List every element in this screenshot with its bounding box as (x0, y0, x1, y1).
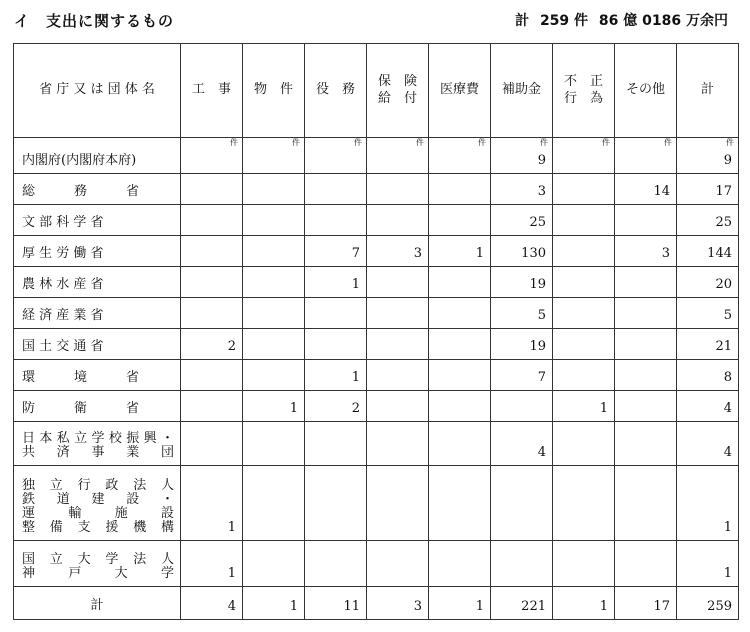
count-cell-sonota (615, 360, 677, 391)
count-cell-fusei (553, 466, 615, 541)
col-header-koji (181, 44, 243, 138)
count-cell-ekimu (305, 422, 367, 466)
unit-mark: 件 (230, 138, 238, 147)
col-header-line: 工 事 (191, 82, 231, 98)
count-value: 7 (537, 370, 546, 385)
count-cell-bukken (243, 541, 305, 587)
total-cell-ekimu: 11 (305, 587, 367, 620)
col-header-line: 役 務 (315, 82, 355, 98)
count-cell-ekimu (305, 236, 367, 267)
table-row (14, 329, 739, 360)
count-cell-hojo (491, 236, 553, 267)
count-cell-fusei (553, 267, 615, 298)
unit-mark: 件 (540, 138, 548, 147)
count-value: 1 (723, 566, 732, 581)
count-value: 1 (723, 520, 732, 535)
count-cell-ekimu (305, 360, 367, 391)
count-value: 19 (529, 277, 546, 292)
count-cell-hojo (491, 466, 553, 541)
agency-name-line: 国 土 交 通 省 (22, 339, 104, 354)
count-value: 25 (715, 215, 732, 230)
agency-name (14, 174, 181, 205)
summary-label: 計 (515, 13, 530, 29)
col-header-hojo (491, 44, 553, 138)
count-cell-hojo (491, 329, 553, 360)
total-label: 計 (14, 587, 181, 620)
count-cell-iryo (429, 422, 491, 466)
count-cell-hojo (491, 174, 553, 205)
summary-count: 259 件 (539, 13, 589, 29)
count-cell-iryo (429, 174, 491, 205)
count-value: 9 (723, 153, 732, 168)
count-cell-kei (677, 360, 739, 391)
total-cell-hoken: 3 (367, 587, 429, 620)
total-cell-hojo: 221 (491, 587, 553, 620)
count-cell-fusei (553, 236, 615, 267)
count-value: 1 (227, 566, 236, 581)
count-value: 25 (529, 215, 546, 230)
count-value: 3 (661, 246, 670, 261)
agency-name-line: 共 済 事 業 団 (22, 445, 174, 460)
count-cell-fusei (553, 391, 615, 422)
count-cell-koji (181, 174, 243, 205)
count-cell-kei (677, 267, 739, 298)
count-cell-hojo (491, 391, 553, 422)
agency-name (14, 236, 181, 267)
count-cell-bukken (243, 329, 305, 360)
count-cell-bukken (243, 391, 305, 422)
total-cell-fusei: 1 (553, 587, 615, 620)
col-header-ekimu (305, 44, 367, 138)
count-cell-bukken (243, 360, 305, 391)
count-cell-bukken (243, 205, 305, 236)
count-cell-ekimu (305, 329, 367, 360)
count-value: 2 (227, 339, 236, 354)
count-cell-hojo (491, 267, 553, 298)
count-cell-hojo (491, 298, 553, 329)
agency-name-line: 農 林 水 産 省 (22, 277, 104, 292)
count-cell-hoken (367, 391, 429, 422)
count-value: 1 (227, 520, 236, 535)
unit-mark: 件 (726, 138, 734, 147)
agency-name-line: 厚 生 労 働 省 (22, 246, 104, 261)
table-row (14, 267, 739, 298)
count-cell-koji (181, 138, 243, 174)
count-cell-sonota (615, 329, 677, 360)
count-cell-hojo (491, 205, 553, 236)
col-header-fusei (553, 44, 615, 138)
count-cell-hoken (367, 267, 429, 298)
count-value: 4 (723, 401, 732, 416)
col-header-line: 補助金 (501, 82, 541, 98)
count-cell-ekimu (305, 541, 367, 587)
agency-name-line: 神 戸 大 学 (22, 566, 174, 581)
unit-mark: 件 (416, 138, 424, 147)
agency-name-line: 日本私立学校振興・ (22, 431, 174, 446)
col-header-line: 計 (700, 82, 714, 98)
count-value: 7 (351, 246, 360, 261)
count-cell-hoken (367, 466, 429, 541)
col-header-iryo (429, 44, 491, 138)
agency-name (14, 298, 181, 329)
count-cell-bukken (243, 174, 305, 205)
count-cell-iryo (429, 541, 491, 587)
col-header-sonota (615, 44, 677, 138)
count-cell-hoken (367, 298, 429, 329)
table-row (14, 466, 739, 541)
count-cell-hojo (491, 422, 553, 466)
summary-amount: 86 億 0186 万余円 (598, 13, 728, 29)
count-cell-koji (181, 422, 243, 466)
count-value: 20 (715, 277, 732, 292)
count-cell-iryo (429, 391, 491, 422)
agency-name-line: 経 済 産 業 省 (22, 308, 104, 323)
count-cell-sonota (615, 138, 677, 174)
count-value: 2 (351, 401, 360, 416)
count-cell-fusei (553, 360, 615, 391)
count-cell-hoken (367, 205, 429, 236)
section-heading: イ 支出に関するもの (14, 12, 175, 30)
count-cell-hoken (367, 174, 429, 205)
count-cell-hoken (367, 138, 429, 174)
count-cell-ekimu (305, 138, 367, 174)
table-row (14, 391, 739, 422)
total-cell-sonota: 17 (615, 587, 677, 620)
col-header-line: 医療費 (439, 82, 479, 98)
count-cell-sonota (615, 205, 677, 236)
count-value: 3 (413, 246, 422, 261)
count-cell-kei (677, 422, 739, 466)
table-row (14, 541, 739, 587)
unit-mark: 件 (292, 138, 300, 147)
count-value: 19 (529, 339, 546, 354)
count-cell-iryo (429, 466, 491, 541)
count-cell-hojo (491, 138, 553, 174)
count-value: 1 (475, 246, 484, 261)
count-cell-hojo (491, 360, 553, 391)
count-cell-fusei (553, 298, 615, 329)
col-header-line: 省 庁 又 は 団 体 名 (39, 82, 155, 98)
count-cell-hoken (367, 329, 429, 360)
header-row (14, 44, 739, 138)
count-cell-iryo (429, 138, 491, 174)
agency-name (14, 541, 181, 587)
count-cell-kei (677, 298, 739, 329)
count-value: 21 (715, 339, 732, 354)
count-cell-bukken (243, 298, 305, 329)
count-cell-bukken (243, 267, 305, 298)
count-cell-iryo (429, 298, 491, 329)
count-cell-hojo (491, 541, 553, 587)
agency-name (14, 466, 181, 541)
count-value: 1 (351, 370, 360, 385)
agency-name-line: 内閣府(内閣府本府) (22, 153, 137, 168)
count-cell-iryo (429, 360, 491, 391)
count-value: 3 (537, 184, 546, 199)
count-cell-sonota (615, 267, 677, 298)
count-cell-kei (677, 205, 739, 236)
table-body (14, 138, 739, 620)
count-cell-fusei (553, 174, 615, 205)
count-cell-bukken (243, 466, 305, 541)
count-cell-ekimu (305, 466, 367, 541)
agency-name-line: 運 輸 施 設 (22, 506, 174, 521)
agency-name-line: 文 部 科 学 省 (22, 215, 104, 230)
agency-name-line: 整 備 支 援 機 構 (22, 520, 174, 535)
count-value: 4 (537, 445, 546, 460)
count-cell-sonota (615, 236, 677, 267)
count-cell-ekimu (305, 205, 367, 236)
col-header-line: 保 険 (377, 74, 417, 90)
agency-name (14, 422, 181, 466)
table-row (14, 138, 739, 174)
count-cell-kei (677, 466, 739, 541)
agency-name-line: 独 立 行 政 法 人 (22, 478, 174, 493)
count-cell-iryo (429, 205, 491, 236)
count-cell-koji (181, 391, 243, 422)
count-value: 144 (707, 246, 732, 261)
count-cell-iryo (429, 236, 491, 267)
count-value: 9 (537, 153, 546, 168)
agency-name (14, 138, 181, 174)
count-cell-ekimu (305, 298, 367, 329)
count-cell-koji (181, 267, 243, 298)
col-header-kei (677, 44, 739, 138)
count-cell-hoken (367, 422, 429, 466)
count-cell-kei (677, 174, 739, 205)
count-value: 17 (715, 184, 732, 199)
unit-mark: 件 (478, 138, 486, 147)
agency-name (14, 391, 181, 422)
table-row (14, 236, 739, 267)
agency-name-line: 国 立 大 学 法 人 (22, 552, 174, 567)
col-header-line: 物 件 (253, 82, 293, 98)
count-cell-ekimu (305, 391, 367, 422)
count-value: 130 (521, 246, 546, 261)
count-cell-bukken (243, 236, 305, 267)
count-cell-hoken (367, 236, 429, 267)
table-row (14, 422, 739, 466)
count-value: 8 (723, 370, 732, 385)
agency-name (14, 360, 181, 391)
count-cell-iryo (429, 267, 491, 298)
total-row (14, 587, 739, 620)
count-cell-kei (677, 329, 739, 360)
count-cell-fusei (553, 541, 615, 587)
unit-mark: 件 (354, 138, 362, 147)
agency-name-line: 防 衛 省 (22, 401, 140, 416)
table-row (14, 298, 739, 329)
count-cell-koji (181, 360, 243, 391)
table-row (14, 174, 739, 205)
agency-name (14, 267, 181, 298)
count-value: 1 (351, 277, 360, 292)
agency-name-line: 総 務 省 (22, 184, 140, 199)
count-cell-sonota (615, 298, 677, 329)
summary-line (509, 10, 728, 30)
count-cell-fusei (553, 205, 615, 236)
count-cell-fusei (553, 329, 615, 360)
count-cell-kei (677, 138, 739, 174)
agency-name-line: 環 境 省 (22, 370, 140, 385)
count-cell-koji (181, 236, 243, 267)
count-cell-ekimu (305, 267, 367, 298)
unit-mark: 件 (602, 138, 610, 147)
col-header-hoken (367, 44, 429, 138)
total-cell-bukken: 1 (243, 587, 305, 620)
count-cell-koji (181, 466, 243, 541)
agency-name-line: 鉄 道 建 設 ・ (22, 492, 174, 507)
agency-name (14, 329, 181, 360)
count-value: 14 (653, 184, 670, 199)
col-header-bukken (243, 44, 305, 138)
count-cell-fusei (553, 422, 615, 466)
total-cell-koji: 4 (181, 587, 243, 620)
count-value: 4 (723, 445, 732, 460)
count-cell-koji (181, 329, 243, 360)
count-cell-ekimu (305, 174, 367, 205)
col-header-name (14, 44, 181, 138)
count-cell-bukken (243, 138, 305, 174)
count-cell-fusei (553, 138, 615, 174)
count-value: 1 (289, 401, 298, 416)
count-cell-sonota (615, 541, 677, 587)
total-cell-iryo: 1 (429, 587, 491, 620)
col-header-line: 行 為 (563, 90, 603, 106)
count-cell-sonota (615, 174, 677, 205)
count-cell-kei (677, 391, 739, 422)
unit-mark: 件 (664, 138, 672, 147)
count-value: 5 (537, 308, 546, 323)
col-header-line: 不 正 (563, 74, 603, 90)
count-cell-koji (181, 298, 243, 329)
count-cell-kei (677, 236, 739, 267)
count-cell-kei (677, 541, 739, 587)
count-value: 1 (599, 401, 608, 416)
table-row (14, 360, 739, 391)
total-cell-kei: 259 (677, 587, 739, 620)
col-header-line: 給 付 (377, 90, 417, 106)
expenditure-table (13, 43, 739, 620)
agency-name (14, 205, 181, 236)
count-cell-sonota (615, 466, 677, 541)
count-cell-hoken (367, 360, 429, 391)
count-cell-sonota (615, 391, 677, 422)
count-value: 5 (723, 308, 732, 323)
count-cell-iryo (429, 329, 491, 360)
count-cell-sonota (615, 422, 677, 466)
count-cell-koji (181, 205, 243, 236)
col-header-line: その他 (625, 82, 665, 98)
count-cell-hoken (367, 541, 429, 587)
count-cell-koji (181, 541, 243, 587)
table-row (14, 205, 739, 236)
count-cell-bukken (243, 422, 305, 466)
